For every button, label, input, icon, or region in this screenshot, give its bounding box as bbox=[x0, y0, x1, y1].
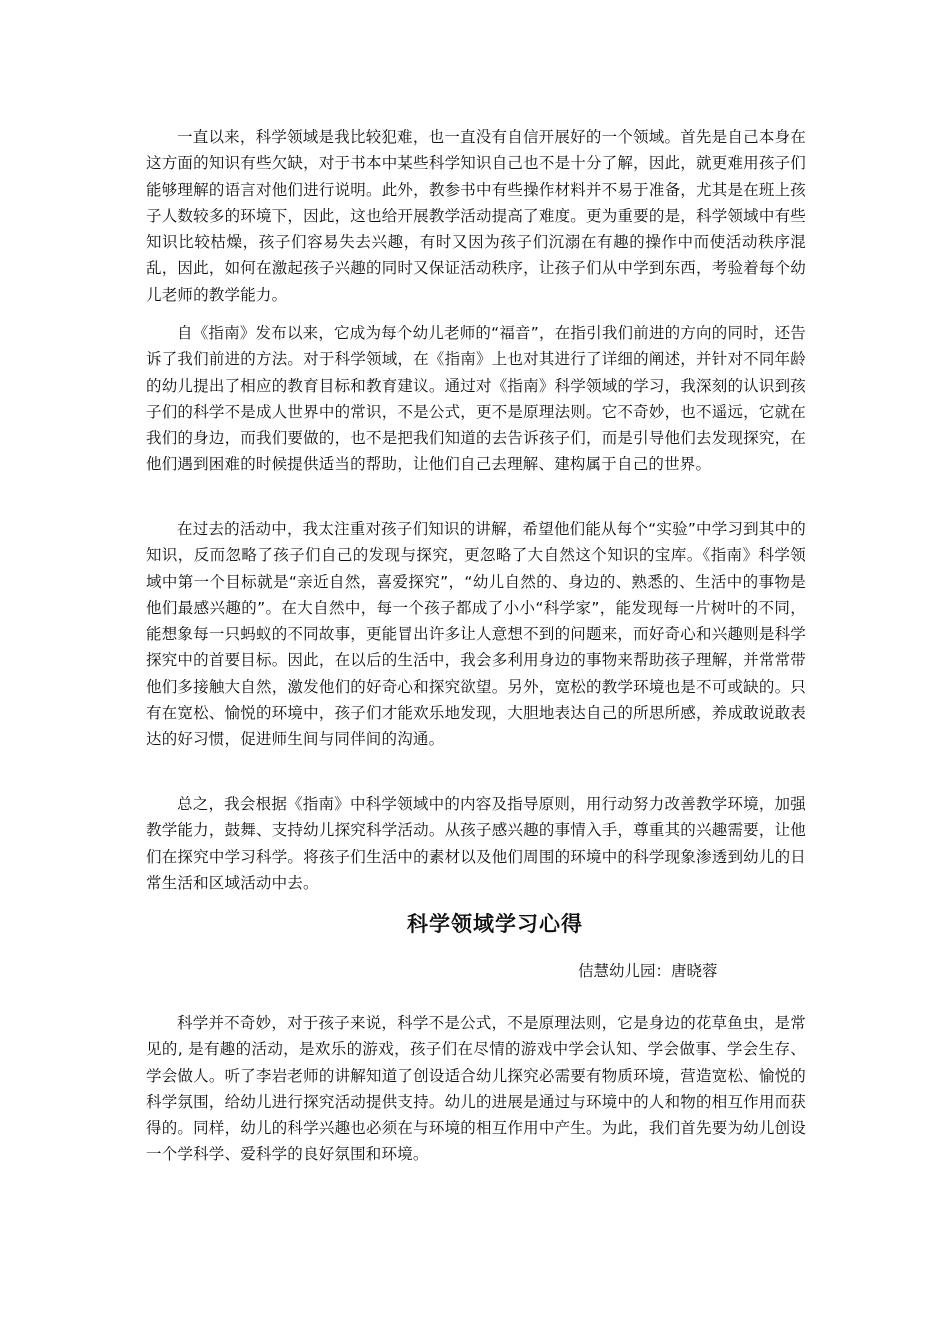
paragraph-5: 科学并不奇妙，对于孩子来说，科学不是公式，不是原理法则，它是身边的花草鱼虫，是常见的, 是有趣的活动，是欢乐的游戏，孩子们在尽情的游戏中学会认知、学会做事、学会生存、学会做人。听了李岩老师的讲解知道了创设适合幼儿探究必需要有物质环境，营造宽松、愉悦的科学氛围，给幼儿进行探究活动提供支持。幼儿的进展是通过与环境中的人和物的相互作用而获得的。同样，幼儿的科学兴趣也必须在与环境的相互作用中产生。为此，我们首先要为幼儿创设一个学科学、爱科学的良好氛围和环境。 bbox=[146, 1014, 806, 1164]
paragraph-4: 总之，我会根据《指南》中科学领域中的内容及指导原则，用行动努力改善教学环境，加强教学能力，鼓舞、支持幼儿探究科学活动。从孩子感兴趣的事情入手，尊重其的兴趣需要，让他们在探究中学习科学。将孩子们生活中的素材以及他们周围的环境中的科学现象渗透到幼儿的日常生活和区域活动中去。 bbox=[146, 795, 806, 892]
paragraph-1: 一直以来，科学领域是我比较犯难，也一直没有自信开展好的一个领域。首先是自己本身在这方面的知识有些欠缺，对于书本中某些科学知识自己也不是十分了解，因此，就更难用孩子们能够理解的语言对他们进行说明。此外，教参书中有些操作材料并不易于准备，尤其是在班上孩子人数较多的环境下，因此，这也给开展教学活动提高了难度。更为重要的是，科学领域中有些知识比较枯燥，孩子们容易失去兴趣，有时又因为孩子们沉溺在有趣的操作中而使活动秩序混乱，因此，如何在激起孩子兴趣的同时又保证活动秩序，让孩子们从中学到东西，考验着每个幼儿老师的教学能力。 bbox=[146, 128, 806, 304]
paragraph-2: 自《指南》发布以来，它成为每个幼儿老师的“福音”，在指引我们前进的方向的同时，还告诉了我们前进的方法。对于科学领域，在《指南》上也对其进行了详细的阐述，并针对不同年龄的幼儿提出了相应的教育目标和教育建议。通过对《指南》科学领域的学习，我深刻的认识到孩子们的科学不是成人世界中的常识，不是公式，更不是原理法则。它不奇妙，也不遥远，它就在我们的身边，而我们要做的，也不是把我们知道的去告诉孩子们，而是引导他们去发现探究，在他们遇到困难的时候提供适当的帮助，让他们自己去理解、建构属于自己的世界。 bbox=[146, 324, 806, 474]
paragraph-3: 在过去的活动中，我太注重对孩子们知识的讲解，希望他们能从每个“实验”中学习到其中的知识，反而忽略了孩子们自己的发现与探究，更忽略了大自然这个知识的宝库。《指南》科学领域中第一个目标就是“亲近自然，喜爱探究”，“幼儿自然的、身边的、熟悉的、生活中的事物是他们最感兴趣的”。在大自然中，每一个孩子都成了小小“科学家”，能发现每一片树叶的不同，能想象每一只蚂蚁的不同故事，更能冒出许多让人意想不到的问题来，而好奇心和兴趣则是科学探究中的首要目标。因此，在以后的生活中，我会多利用身边的事物来帮助孩子理解，并常常带他们多接触大自然，激发他们的好奇心和探究欲望。另外，宽松的教学环境也是不可或缺的。只有在宽松、愉悦的环境中，孩子们才能欢乐地发现，大胆地表达自己的所思所感，养成敢说敢表达的好习惯，促进师生间与同伴间的沟通。 bbox=[146, 520, 806, 749]
document-title: 科学领域学习心得 bbox=[407, 912, 583, 936]
author-line: 佶慧幼儿园：唐晓蓉 bbox=[578, 962, 718, 980]
